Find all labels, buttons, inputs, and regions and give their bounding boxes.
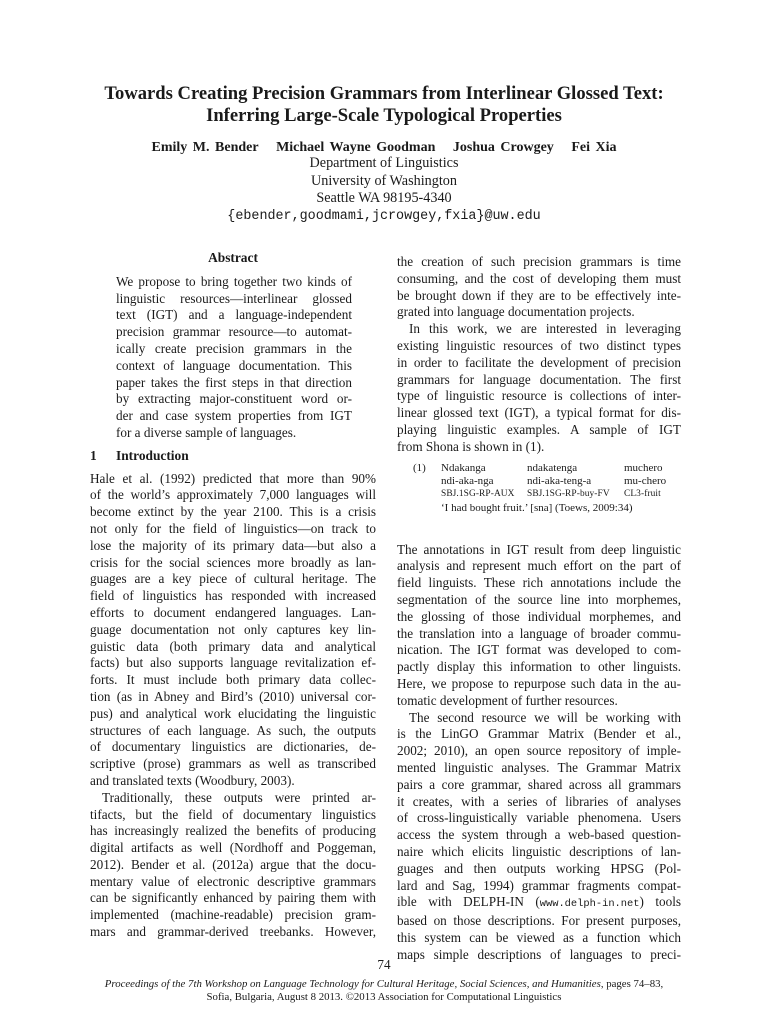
paper-title — [60, 83, 708, 127]
abstract-line: precision grammar resource—to automat- — [116, 324, 352, 340]
text-line: grated into language documentation projects. — [397, 304, 635, 320]
text-line: tomatic development of further resources. — [397, 692, 618, 708]
text-line: nication. The IGT format was developed to com- — [397, 642, 681, 658]
abstract-line: for a diverse sample of languages. — [116, 424, 297, 440]
text-line: structures of each language. As such, the outputs — [90, 722, 376, 738]
text-line: segmentation of the source line into morphemes, — [397, 591, 681, 607]
igt-example — [397, 462, 681, 534]
igt-translation: ‘I had bought fruit.’ [sna] (Toews, 2009:34) — [441, 501, 633, 514]
igt-gloss: SBJ.1SG-RP-AUX — [441, 488, 515, 499]
igt-word: ndakatenga — [527, 461, 578, 474]
text-line: linear glossed text (IGT), a typical format for dis- — [397, 405, 681, 421]
text-line: is the LinGO Grammar Matrix (Bender et al., — [397, 726, 681, 742]
text-line: Traditionally, these outputs were printed ar- — [102, 789, 376, 805]
author-emails: {ebender,goodmami,jcrowgey,fxia}@uw.edu — [227, 208, 541, 224]
abstract-line: We propose to bring together two kinds of — [116, 273, 352, 289]
text-line: forts. It must include both primary data collec- — [90, 672, 376, 688]
department: Department of Linguistics — [309, 155, 459, 171]
text-line: can be significantly enhanced by pairing them with — [90, 890, 376, 906]
text-line: implemented (machine-readable) precision gram- — [90, 907, 376, 923]
text-line: In this work, we are interested in leveraging — [409, 321, 681, 337]
text-line: analysis and represent much effort on the part of — [397, 558, 681, 574]
text-line: guages are a key piece of cultural heritage. The — [90, 571, 376, 587]
text-line: guistic data (both primary data and analytical — [90, 638, 376, 654]
text-line: pairs a core grammar, shared across all grammars — [397, 776, 681, 792]
abstract-line: der and case system properties from IGT — [116, 408, 352, 424]
text-fragment: ible with DELPH-IN ( — [397, 894, 540, 910]
text-line: it creates, with a series of libraries of analyses — [397, 793, 681, 809]
text-fragment: ) tools — [639, 894, 681, 910]
title-line-2: Inferring Large-Scale Typological Properties — [206, 105, 562, 126]
text-line: the creation of such precision grammars is time — [397, 254, 681, 269]
text-line: pactly display this information to other linguists. — [397, 659, 681, 675]
abstract-line: paper takes the first steps in that direction — [116, 374, 352, 390]
text-line: guages and then outputs working HPSG (Pol- — [397, 860, 681, 876]
text-line: field linguists. These rich annotations include the — [397, 575, 681, 591]
paragraph-second-resource — [397, 710, 681, 964]
intro-paragraph-2 — [90, 790, 376, 941]
abstract-line: context of language documentation. This — [116, 357, 352, 373]
text-line: 2002; 2010), an open source repository of imple- — [397, 743, 681, 759]
footer-line-1 — [40, 978, 728, 991]
text-line: Here, we propose to repurpose such data in the au- — [397, 675, 681, 691]
igt-gloss: SBJ.1SG-RP-buy-FV — [527, 488, 610, 499]
university: University of Washington — [311, 172, 457, 189]
author-4: Fei Xia — [571, 140, 617, 155]
text-line: The annotations in IGT result from deep linguistic — [397, 541, 681, 557]
paragraph-annotations — [397, 542, 681, 710]
author-3: Joshua Crowgey — [452, 140, 554, 155]
proceedings-footer — [40, 978, 728, 1004]
text-line: Hale et al. (1992) predicted that more than 90% — [90, 470, 376, 486]
proceedings-pages: , pages 74–83, — [600, 978, 664, 990]
igt-gloss: CL3-fruit — [624, 488, 661, 499]
text-line: lard and Sag, 1994) grammar fragments compat- — [397, 877, 681, 893]
text-line: of documentary linguistics are dictionaries, de- — [90, 739, 376, 755]
text-line: consuming, and the cost of developing them must — [397, 270, 681, 286]
proceedings-name: Proceedings of the 7th Workshop on Language Technology for Cultural Heritage, Social Sciences, and Humanities — [104, 978, 601, 990]
text-line: of the world’s approximately 7,000 languages will — [90, 487, 376, 503]
abstract-line: ically create precision grammars in the — [116, 340, 352, 356]
author-1: Emily M. Bender — [151, 140, 259, 155]
abstract-body — [90, 274, 376, 442]
section-heading-introduction — [90, 448, 376, 465]
right-column — [397, 254, 681, 963]
text-line: crisis for the social sciences more broadly as lan- — [90, 554, 376, 570]
text-line: efforts to document endangered languages. Lan- — [90, 604, 376, 620]
text-line: lose the majority of its primary data—but also a — [90, 537, 376, 553]
text-line: grammars for language documentation. The first — [397, 371, 681, 387]
author-2: Michael Wayne Goodman — [276, 140, 436, 155]
text-line: guage documentation not only captures key lin- — [90, 621, 376, 637]
text-line: access the system through a web-based question- — [397, 827, 681, 843]
text-line: tion (as in Abney and Bird’s (2010) universal cor- — [90, 688, 376, 704]
section-number: 1 — [90, 447, 97, 463]
text-line: the glossing of those individual morphemes, and — [397, 608, 681, 624]
igt-morph: mu-chero — [624, 474, 667, 487]
text-line: the translation into a language of broader commu- — [397, 625, 681, 641]
text-line: based on those descriptions. For present purposes, — [397, 913, 681, 929]
text-line: from Shona is shown in (1). — [397, 438, 545, 454]
abstract-line: linguistic resources—interlinear glossed — [116, 290, 352, 306]
text-line: maps simple descriptions of languages to preci- — [397, 946, 681, 962]
igt-morph: ndi-aka-nga — [441, 474, 494, 487]
text-line: of cross-linguistically variable phenomena. Users — [397, 810, 681, 826]
text-line: mented linguistic analyses. The Grammar Matrix — [397, 759, 681, 775]
text-line: digital artifacts as well (Nordhoff and Poggeman, — [90, 840, 376, 856]
text-line: mentary value of electronic descriptive grammars — [90, 873, 376, 889]
text-line: field of linguistics has responded with increased — [90, 588, 376, 604]
title-line-1: Towards Creating Precision Grammars from Interlinear Glossed Text: — [104, 83, 664, 104]
affiliation — [60, 155, 708, 225]
abstract-line: by extracting major-constituent word or- — [116, 391, 352, 407]
text-line: scriptive (prose) grammars as well as transcribed — [90, 756, 376, 772]
text-line: pus) and analytical work elucidating the linguistic — [90, 705, 376, 721]
abstract-heading: Abstract — [208, 250, 258, 265]
text-line: 2012). Bender et al. (2012a) argue that the docu- — [90, 856, 376, 872]
text-line: playing linguistic examples. A sample of IGT — [397, 421, 681, 437]
text-line: and translated texts (Woodbury, 2003). — [90, 772, 295, 788]
text-line: has increasingly realized the benefits of producing — [90, 823, 376, 839]
text-line: tifacts, but the field of documentary linguistics — [90, 806, 376, 822]
text-line: be brought down if they are to be effectively inte- — [397, 287, 681, 303]
paragraph-continued — [397, 254, 681, 321]
text-line: facts) but also supports language revitalization ef- — [90, 655, 376, 671]
text-line: not only for the field of linguistics—on track to — [90, 520, 376, 536]
text-line — [397, 894, 681, 913]
text-line: this system can be viewed as a function which — [397, 929, 681, 945]
text-line: existing linguistic resources of two distinct types — [397, 337, 681, 353]
paragraph-this-work — [397, 321, 681, 455]
text-line: become extinct by the year 2100. This is a crisis — [90, 504, 376, 520]
delph-in-link[interactable]: www.delph-in.net — [539, 898, 640, 911]
example-label: (1) — [413, 461, 426, 474]
igt-word: Ndakanga — [441, 461, 486, 474]
left-column — [90, 250, 376, 941]
igt-word: muchero — [624, 461, 663, 474]
section-title: Introduction — [116, 447, 189, 463]
text-line: in order to facilitate the development of precision — [397, 354, 681, 370]
page-number: 74 — [377, 957, 391, 972]
text-line: mars and grammar-derived treebanks. However, — [90, 924, 376, 940]
footer-line-2: Sofia, Bulgaria, August 8 2013. ©2013 Association for Computational Linguistics — [206, 991, 562, 1003]
igt-morph: ndi-aka-teng-a — [527, 474, 592, 487]
text-line: naire which elicits linguistic descriptions of lan- — [397, 843, 681, 859]
abstract-line: text (IGT) and a language-independent — [116, 307, 352, 323]
text-line: type of linguistic resource is collections of inter- — [397, 388, 681, 404]
intro-paragraph-1 — [90, 471, 376, 790]
address: Seattle WA 98195-4340 — [316, 190, 452, 207]
text-line: The second resource we will be working with — [409, 709, 681, 725]
